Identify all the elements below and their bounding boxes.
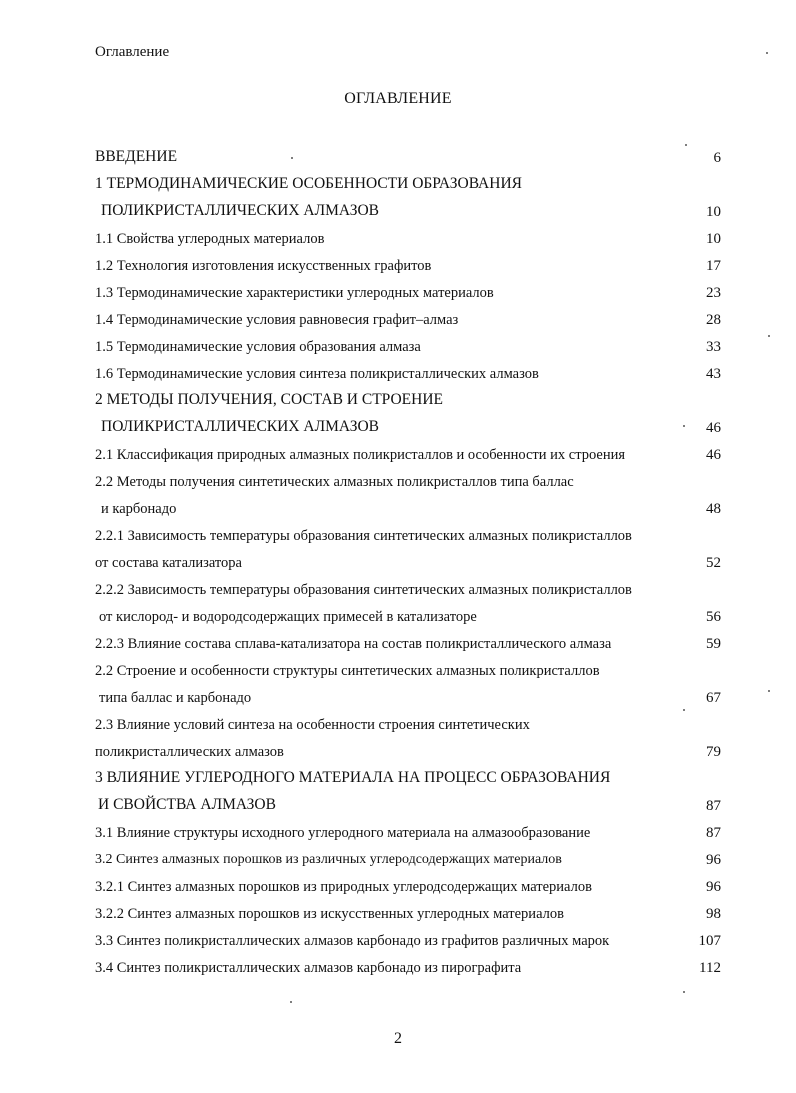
toc-entry-text: 3.3 Синтез поликристаллических алмазов карбонадо из графитов различных марок bbox=[95, 933, 610, 949]
toc-entry-page: 33 bbox=[706, 339, 721, 355]
running-header: Оглавление bbox=[95, 44, 170, 60]
toc-entry-page: 10 bbox=[706, 204, 721, 220]
scan-speck bbox=[683, 425, 685, 427]
toc-entry-page: 79 bbox=[706, 744, 721, 760]
toc-entry-text: И СВОЙСТВА АЛМАЗОВ bbox=[98, 796, 276, 813]
toc-entry-page: 28 bbox=[706, 312, 721, 328]
toc-entry-text: 1.4 Термодинамические условия равновесия графит–алмаз bbox=[95, 312, 459, 328]
toc-entry-text: 1 ТЕРМОДИНАМИЧЕСКИЕ ОСОБЕННОСТИ ОБРАЗОВАНИЯ bbox=[95, 175, 522, 192]
scan-speck bbox=[685, 144, 687, 146]
toc-entry-page: 46 bbox=[706, 420, 721, 436]
toc-entry-page: 87 bbox=[706, 798, 721, 814]
toc-entry-page: 52 bbox=[706, 555, 721, 571]
toc-entry-text: типа баллас и карбонадо bbox=[99, 690, 252, 706]
toc-entry-text: 3.4 Синтез поликристаллических алмазов карбонадо из пирографита bbox=[95, 960, 522, 976]
toc-entry-page: 6 bbox=[713, 150, 721, 166]
toc-entry-text: ВВЕДЕНИЕ bbox=[95, 148, 178, 165]
toc-entry-page: 59 bbox=[706, 636, 721, 652]
toc-entry-page: 112 bbox=[699, 960, 721, 976]
toc-entry-text: 2.2.1 Зависимость температуры образования синтетических алмазных поликристаллов bbox=[95, 528, 632, 544]
toc-entry-text: 2.3 Влияние условий синтеза на особенности строения синтетических bbox=[95, 717, 530, 733]
toc-entry-text: ПОЛИКРИСТАЛЛИЧЕСКИХ АЛМАЗОВ bbox=[101, 418, 379, 435]
scan-speck bbox=[768, 335, 770, 337]
toc-entry-page: 96 bbox=[706, 852, 721, 868]
toc-entry-page: 46 bbox=[706, 447, 721, 463]
page-number: 2 bbox=[394, 1030, 402, 1047]
toc-entry-text: 1.3 Термодинамические характеристики углеродных материалов bbox=[95, 285, 494, 301]
scan-speck bbox=[291, 157, 293, 159]
toc-entry-page: 48 bbox=[706, 501, 721, 517]
toc-entry-text: 3.2.1 Синтез алмазных порошков из природных углеродсодержащих материалов bbox=[95, 879, 592, 895]
toc-entry-text: от кислород- и водородсодержащих примесей в катализаторе bbox=[99, 609, 477, 625]
toc-entry-text: 2.2.2 Зависимость температуры образования синтетических алмазных поликристаллов bbox=[95, 582, 632, 598]
toc-entry-page: 10 bbox=[706, 231, 721, 247]
toc-entry-text: 3.2.2 Синтез алмазных порошков из искусственных углеродных материалов bbox=[95, 906, 564, 922]
toc-entry-text: 1.5 Термодинамические условия образования алмаза bbox=[95, 339, 421, 355]
scan-speck bbox=[683, 709, 685, 711]
toc-entry-text: 1.2 Технология изготовления искусственных графитов bbox=[95, 258, 432, 274]
scan-speck bbox=[683, 991, 685, 993]
toc-entry-text: 2.2.3 Влияние состава сплава-катализатора на состав поликристаллического алмаза bbox=[95, 636, 612, 652]
toc-entry-text: 1.6 Термодинамические условия синтеза поликристаллических алмазов bbox=[95, 366, 539, 382]
toc-entry-text: 3.1 Влияние структуры исходного углеродного материала на алмазообразование bbox=[95, 825, 591, 841]
toc-entry-page: 96 bbox=[706, 879, 721, 895]
toc-entry-text: 2 МЕТОДЫ ПОЛУЧЕНИЯ, СОСТАВ И СТРОЕНИЕ bbox=[95, 391, 444, 408]
toc-entry-text: ПОЛИКРИСТАЛЛИЧЕСКИХ АЛМАЗОВ bbox=[101, 202, 379, 219]
toc-entry-text: 2.2 Строение и особенности структуры синтетических алмазных поликристаллов bbox=[95, 663, 600, 679]
toc-entry-text: от состава катализатора bbox=[95, 555, 242, 571]
toc-entry-page: 17 bbox=[706, 258, 721, 274]
toc-entry-page: 67 bbox=[706, 690, 721, 706]
toc-entry-text: 3.2 Синтез алмазных порошков из различных углеродсодержащих материалов bbox=[95, 852, 562, 867]
toc-entry-page: 98 bbox=[706, 906, 721, 922]
toc-entry-text: 3 ВЛИЯНИЕ УГЛЕРОДНОГО МАТЕРИАЛА НА ПРОЦЕСС ОБРАЗОВАНИЯ bbox=[95, 769, 611, 786]
toc-entry-page: 87 bbox=[706, 825, 721, 841]
toc-entry-text: и карбонадо bbox=[101, 501, 177, 517]
scan-speck bbox=[290, 1001, 292, 1003]
toc-entry-text: поликристаллических алмазов bbox=[95, 744, 284, 760]
toc-entry-text: 2.2 Методы получения синтетических алмазных поликристаллов типа баллас bbox=[95, 474, 574, 490]
toc-entry-page: 107 bbox=[698, 933, 721, 949]
scan-speck bbox=[768, 690, 770, 692]
toc-entry-page: 43 bbox=[706, 366, 721, 382]
scan-speck bbox=[766, 52, 768, 54]
toc-entry-text: 1.1 Свойства углеродных материалов bbox=[95, 231, 325, 247]
toc-entry-text: 2.1 Классификация природных алмазных поликристаллов и особенности их строения bbox=[95, 447, 626, 463]
toc-entry-page: 23 bbox=[706, 285, 721, 301]
toc-entry-page: 56 bbox=[706, 609, 721, 625]
page-title: ОГЛАВЛЕНИЕ bbox=[344, 90, 452, 107]
